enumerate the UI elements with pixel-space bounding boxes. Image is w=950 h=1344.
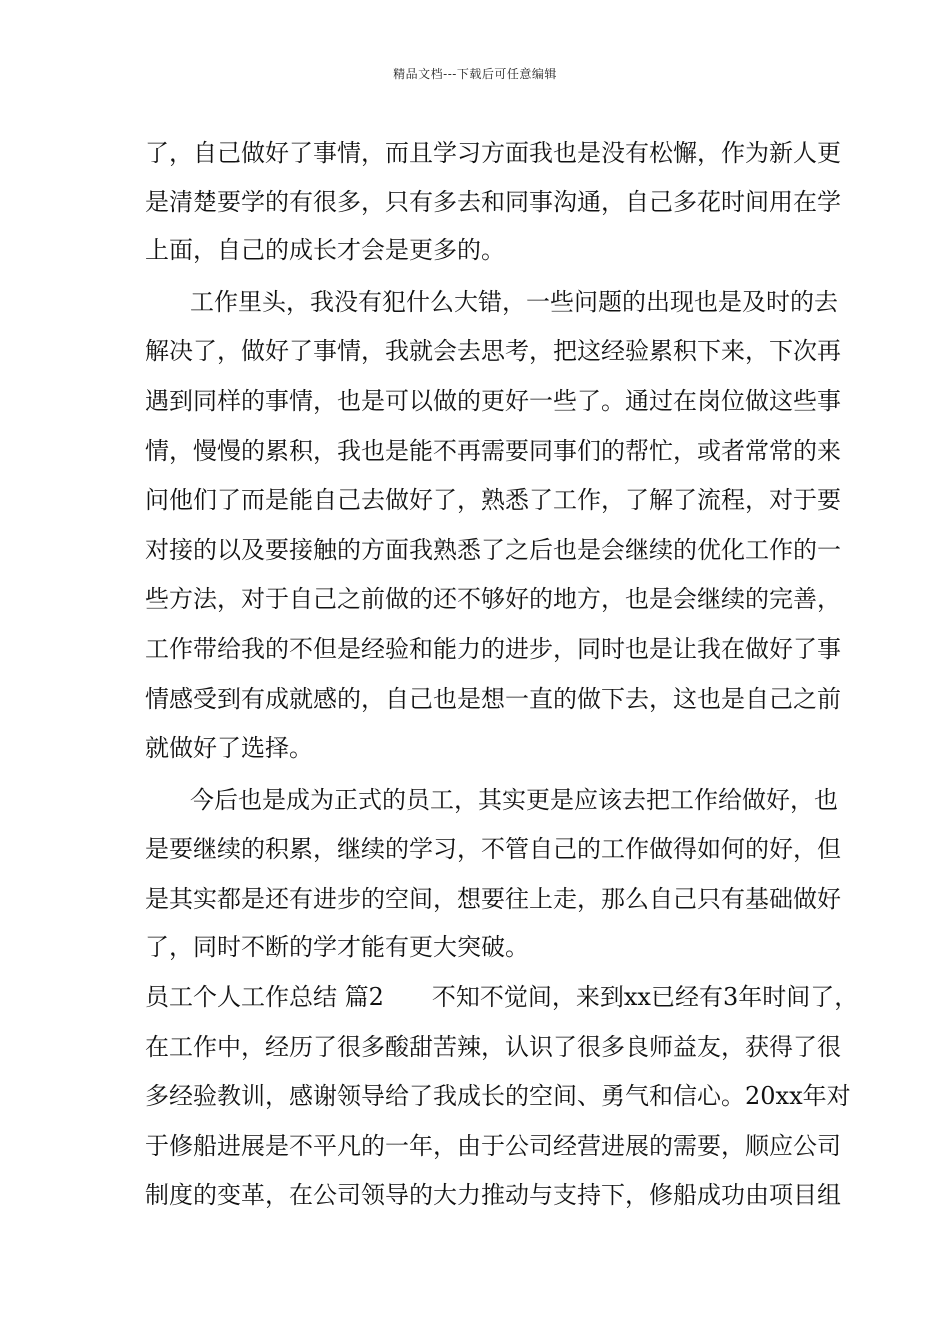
paragraph-line: 就做好了选择。: [145, 734, 313, 762]
paragraph-line: 是清楚要学的有很多，只有多去和同事沟通，自己多花时间用在学: [145, 188, 841, 216]
paragraph-line: 了，同时不断的学才能有更大突破。: [145, 933, 529, 961]
paragraph-line: 是要继续的积累，继续的学习，不管自己的工作做得如何的好，但: [145, 835, 841, 863]
paragraph-line: 多经验教训，感谢领导给了我成长的空间、勇气和信心。20xx年对: [145, 1082, 851, 1110]
paragraph-line: 工作里头，我没有犯什么大错，一些问题的出现也是及时的去: [190, 288, 838, 316]
paragraph-line: 在工作中，经历了很多酸甜苦辣，认识了很多良师益友，获得了很: [145, 1033, 841, 1061]
paragraph-line: 些方法，对于自己之前做的还不够好的地方，也是会继续的完善，: [145, 585, 841, 613]
paragraph-line: 遇到同样的事情，也是可以做的更好一些了。通过在岗位做这些事: [145, 387, 841, 415]
paragraph-line: 情，慢慢的累积，我也是能不再需要同事们的帮忙，或者常常的来: [145, 437, 841, 465]
paragraph-line: 工作带给我的不但是经验和能力的进步，同时也是让我在做好了事: [145, 635, 841, 663]
paragraph-line: 问他们了而是能自己去做好了，熟悉了工作，了解了流程，对于要: [145, 486, 841, 514]
paragraph-line: 情感受到有成就感的，自己也是想一直的做下去，这也是自己之前: [145, 685, 841, 713]
paragraph-line: 对接的以及要接触的方面我熟悉了之后也是会继续的优化工作的一: [145, 536, 841, 564]
paragraph-line: 解决了，做好了事情，我就会去思考，把这经验累积下来，下次再: [145, 337, 841, 365]
paragraph-line: 制度的变革，在公司领导的大力推动与支持下，修船成功由项目组: [145, 1181, 841, 1209]
section-heading-line: 员工个人工作总结 篇2 不知不觉间，来到xx已经有3年时间了，: [145, 983, 859, 1011]
paragraph-line: 了，自己做好了事情，而且学习方面我也是没有松懈，作为新人更: [145, 139, 841, 167]
page-header: 精品文档---下载后可任意编辑: [393, 67, 557, 81]
paragraph-line: 今后也是成为正式的员工，其实更是应该去把工作给做好，也: [190, 786, 838, 814]
paragraph-line: 是其实都是还有进步的空间，想要往上走，那么自己只有基础做好: [145, 885, 841, 913]
paragraph-line: 上面，自己的成长才会是更多的。: [145, 236, 505, 264]
paragraph-line: 于修船进展是不平凡的一年，由于公司经营进展的需要，顺应公司: [145, 1132, 841, 1160]
